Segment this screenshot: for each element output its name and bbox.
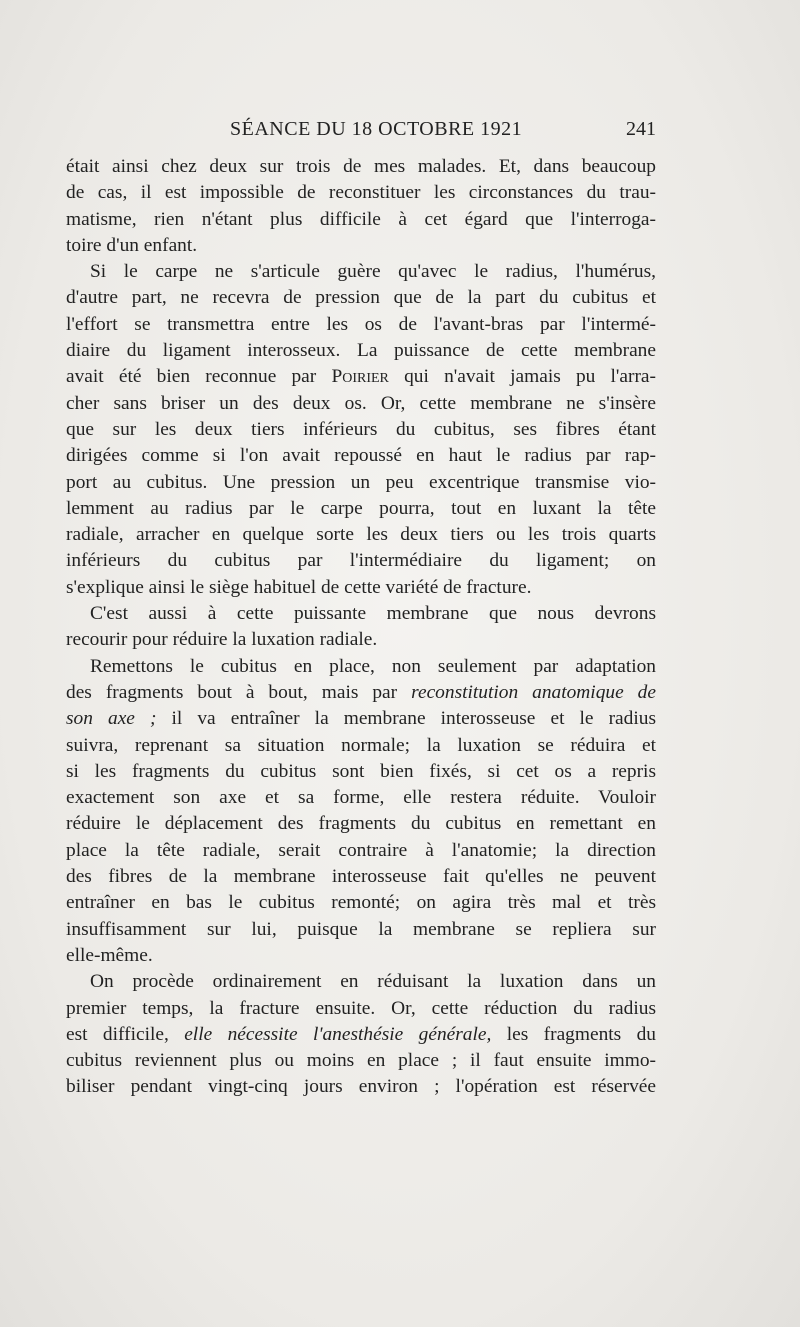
text-line: Remettons le cubitus en place, non seulement par adaptation (90, 655, 656, 677)
text-line (66, 680, 656, 706)
text-fragment: avait été bien reconnue par (66, 366, 317, 388)
text-line: s'explique ainsi le siège habituel de cette variété de fracture. (66, 576, 532, 598)
text-line: dirigées comme si l'on avait repoussé en haut le radius par rap- (66, 445, 656, 467)
text-line: biliser pendant vingt-cinq jours environ ; l'opération est réservée (66, 1076, 656, 1098)
text-fragment: des fragments bout à bout, mais par (66, 681, 398, 703)
text-line: suivra, reprenant sa situation normale; la luxation se réduira et (66, 734, 656, 756)
text-line: elle-même. (66, 944, 153, 966)
italic-text: reconstitution anatomique de (411, 681, 656, 703)
text-line: port au cubitus. Une pression un peu excentrique transmise vio- (66, 471, 656, 493)
text-line: place la tête radiale, serait contraire à l'anatomie; la direction (66, 839, 656, 861)
text-line: Si le carpe ne s'articule guère qu'avec le radius, l'humérus, (90, 261, 656, 283)
author-name: Poirier (331, 366, 389, 388)
text-line: C'est aussi à cette puissante membrane que nous devrons (90, 603, 656, 625)
text-fragment: est difficile, (66, 1023, 169, 1045)
text-line: d'autre part, ne recevra de pression que de la part du cubitus et (66, 287, 656, 309)
text-line: entraîner en bas le cubitus remonté; on agira très mal et très (66, 892, 656, 914)
text-line: inférieurs du cubitus par l'intermédiaire du ligament; on (66, 550, 656, 572)
text-line: si les fragments du cubitus sont bien fixés, si cet os a repris (66, 760, 656, 782)
text-line: On procède ordinairement en réduisant la luxation dans un (90, 971, 656, 993)
text-line: cher sans briser un des deux os. Or, cette membrane ne s'insère (66, 392, 656, 414)
italic-text: elle nécessite l'anesthésie générale, (184, 1023, 492, 1045)
text-line: insuffisamment sur lui, puisque la membrane se repliera sur (66, 918, 656, 940)
text-fragment: il va entraîner la membrane interosseuse et le radius (171, 708, 656, 730)
text-line: recourir pour réduire la luxation radiale. (66, 629, 378, 651)
text-line (66, 706, 656, 732)
text-line: toire d'un enfant. (66, 234, 198, 256)
text-line: l'effort se transmettra entre les os de l'avant-bras par l'intermé- (66, 313, 656, 335)
text-line (66, 364, 656, 390)
text-line: des fibres de la membrane interosseuse fait qu'elles ne peuvent (66, 866, 656, 888)
text-line: cubitus reviennent plus ou moins en place ; il faut ensuite immo- (66, 1050, 656, 1072)
text-line: de cas, il est impossible de reconstituer les circonstances du trau- (66, 182, 656, 204)
text-line: premier temps, la fracture ensuite. Or, cette réduction du radius (66, 997, 656, 1019)
text-line (66, 1022, 656, 1048)
text-fragment: qui n'avait jamais pu l'arra- (404, 366, 656, 388)
text-line: diaire du ligament interosseux. La puissance de cette membrane (66, 340, 656, 362)
text-line: était ainsi chez deux sur trois de mes malades. Et, dans beaucoup (66, 156, 656, 177)
italic-text: son axe ; (66, 708, 157, 730)
page-number: 241 (626, 118, 656, 140)
text-line: matisme, rien n'étant plus difficile à cet égard que l'interroga- (66, 208, 656, 230)
text-line: radiale, arracher en quelque sorte les deux tiers ou les trois quarts (66, 524, 656, 546)
text-fragment: les fragments du (506, 1023, 656, 1045)
text-line: exactement son axe et sa forme, elle restera réduite. Vouloir (66, 787, 656, 809)
running-header (66, 118, 656, 148)
running-title: SÉANCE DU 18 OCTOBRE 1921 (230, 118, 523, 140)
text-line: réduire le déplacement des fragments du cubitus en remettant en (66, 813, 656, 835)
body-text (66, 154, 656, 1101)
text-line: lemment au radius par le carpe pourra, tout en luxant la tête (66, 497, 656, 519)
text-line: que sur les deux tiers inférieurs du cubitus, ses fibres étant (66, 418, 656, 440)
